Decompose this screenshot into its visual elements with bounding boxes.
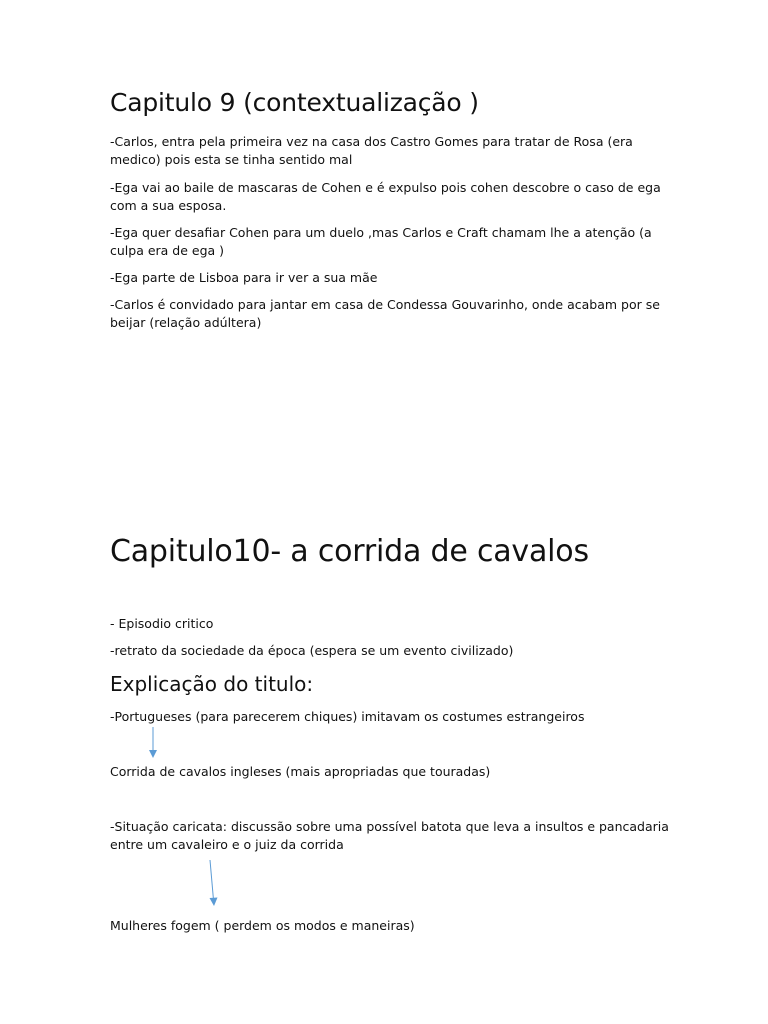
chapter9-item-2: -Ega vai ao baile de mascaras de Cohen e é expulso pois cohen descobre o caso de ega com a sua esposa. bbox=[110, 180, 661, 213]
chapter9-item-1: -Carlos, entra pela primeira vez na casa dos Castro Gomes para tratar de Rosa (era medico) pois esta se tinha sentido mal bbox=[110, 134, 633, 167]
arrow-down-2 bbox=[210, 860, 218, 906]
chapter10-item-2: -retrato da sociedade da época (espera se um evento civilizado) bbox=[110, 643, 514, 658]
explanation-item-4: Mulheres fogem ( perdem os modos e maneiras) bbox=[110, 918, 415, 933]
explanation-item-2: Corrida de cavalos ingleses (mais apropriadas que touradas) bbox=[110, 764, 491, 779]
explanation-item-3: -Situação caricata: discussão sobre uma possível batota que leva a insultos e pancadaria entre um cavaleiro e o juiz da corrida bbox=[110, 819, 669, 852]
explanation-item-1: -Portugueses (para parecerem chiques) imitavam os costumes estrangeiros bbox=[110, 709, 585, 724]
chapter9-title: Capitulo 9 (contextualização ) bbox=[110, 88, 479, 117]
chapter9-item-5: -Carlos é convidado para jantar em casa de Condessa Gouvarinho, onde acabam por se beijar (relação adúltera) bbox=[110, 297, 660, 330]
arrow-down-1 bbox=[149, 727, 157, 758]
chapter10-item-1: - Episodio critico bbox=[110, 616, 214, 631]
chapter9-item-3: -Ega quer desafiar Cohen para um duelo ,mas Carlos e Craft chamam lhe a atenção (a culpa era de ega ) bbox=[110, 225, 652, 258]
chapter9-item-4: -Ega parte de Lisboa para ir ver a sua mãe bbox=[110, 270, 378, 285]
chapter10-title: Capitulo10- a corrida de cavalos bbox=[110, 534, 589, 569]
chapter10-subtitle: Explicação do titulo: bbox=[110, 672, 314, 696]
